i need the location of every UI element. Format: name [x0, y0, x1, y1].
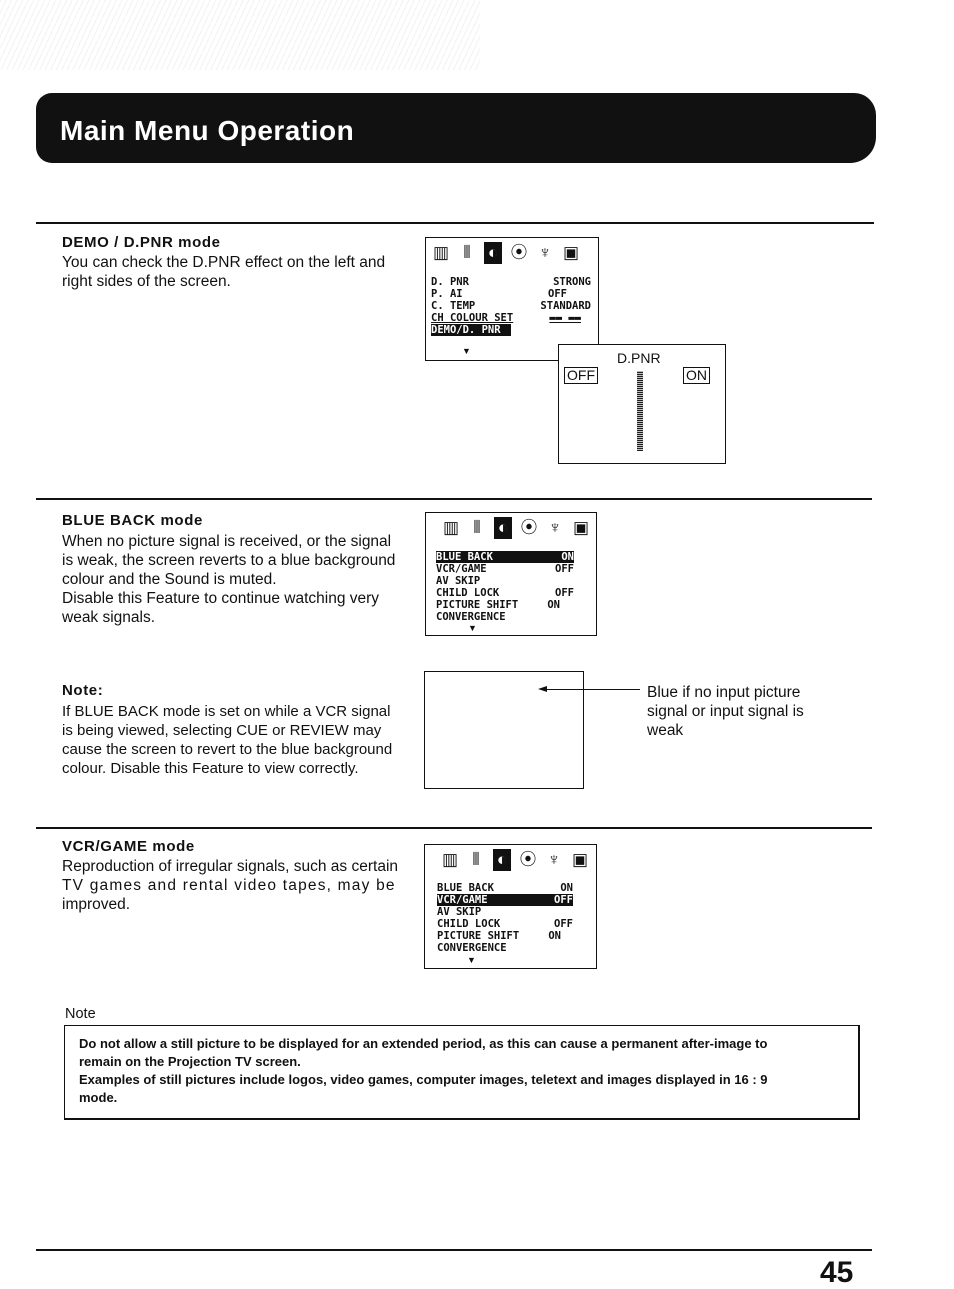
osd-rows — [437, 882, 573, 954]
osd-row: PICTURE SHIFT ON — [436, 599, 560, 611]
picture-icon: ▥ — [442, 518, 460, 537]
timer-icon: ⦿ — [519, 850, 537, 869]
screen-icon: ▣ — [571, 850, 589, 869]
note-heading: Note: — [62, 682, 104, 699]
osd-row-selected: BLUE BACK ON — [436, 551, 574, 563]
setup-icon: ◐ — [493, 849, 511, 871]
demo-heading: DEMO / D.PNR mode — [62, 234, 221, 251]
antenna-icon: ♆ — [548, 518, 562, 537]
osd-row: CONVERGENCE — [437, 942, 507, 954]
antenna-icon: ♆ — [547, 850, 561, 869]
osd-row: CHILD LOCK OFF — [437, 918, 573, 930]
warning-box — [64, 1025, 860, 1120]
sound-icon: ⦀ — [473, 518, 481, 537]
setup-icon: ◐ — [494, 517, 512, 539]
text-line: signal or input signal is — [647, 703, 804, 720]
osd-row: CONVERGENCE — [436, 611, 506, 623]
osd-row: CHILD LOCK OFF — [436, 587, 574, 599]
scroll-down-icon: ▼ — [467, 955, 476, 965]
scan-texture — [0, 0, 480, 70]
scroll-down-icon: ▼ — [468, 623, 477, 633]
osd-menu-blueback — [425, 512, 597, 636]
osd-row-selected: DEMO/D. PNR — [431, 324, 511, 336]
blueback-heading: BLUE BACK mode — [62, 512, 203, 529]
section-divider — [36, 827, 872, 829]
osd-row: CH COLOUR SET ▬▬ ▬▬ — [431, 312, 581, 324]
text-line: is weak, the screen reverts to a blue background — [62, 552, 396, 569]
text-line: improved. — [62, 896, 131, 913]
timer-icon: ⦿ — [510, 243, 528, 262]
footer-rule — [36, 1249, 872, 1251]
osd-row: BLUE BACK ON — [437, 882, 573, 894]
text-line: colour and the Sound is muted. — [62, 571, 277, 588]
bottom-note-label: Note — [65, 1006, 96, 1022]
dpnr-split-screen — [558, 344, 726, 464]
title-banner — [36, 93, 876, 163]
warning-text — [79, 1035, 849, 1107]
picture-icon: ▥ — [441, 850, 459, 869]
osd-icon-row — [442, 517, 590, 539]
text-line: remain on the Projection TV screen. — [79, 1054, 301, 1069]
osd-icon-row — [432, 242, 580, 264]
timer-icon: ⦿ — [520, 518, 538, 537]
screen-icon: ▣ — [562, 243, 580, 262]
text-line: Blue if no input picture — [647, 684, 801, 701]
osd-rows — [431, 276, 591, 336]
osd-icon-row — [441, 849, 589, 871]
text-line: is being viewed, selecting CUE or REVIEW may — [62, 722, 382, 739]
screen-icon: ▣ — [572, 518, 590, 537]
text-line: If BLUE BACK mode is set on while a VCR signal — [62, 703, 391, 720]
callout-text — [647, 683, 804, 740]
sound-icon: ⦀ — [472, 850, 480, 869]
demo-description — [62, 253, 385, 291]
osd-menu-vcrgame — [424, 844, 597, 969]
blueback-description — [62, 532, 395, 627]
text-line: Examples of still pictures include logos, video games, computer images, teletext and images displayed in 16 : 9 — [79, 1072, 768, 1087]
text-line: right sides of the screen. — [62, 273, 231, 290]
text-line: cause the screen to revert to the blue background — [62, 741, 393, 758]
note-description — [62, 702, 392, 778]
vcrgame-description — [62, 857, 398, 914]
osd-row: D. PNR STRONG — [431, 276, 591, 288]
text-line: When no picture signal is received, or the signal — [62, 533, 392, 550]
sound-icon: ⦀ — [463, 243, 471, 262]
antenna-icon: ♆ — [538, 243, 552, 262]
text-line: mode. — [79, 1090, 118, 1105]
page-title: Main Menu Operation — [60, 115, 355, 146]
callout-line — [546, 689, 640, 690]
dpnr-title: D.PNR — [617, 350, 661, 366]
callout-arrowhead-icon — [538, 686, 547, 692]
text-line: Disable this Feature to continue watching very — [62, 590, 380, 607]
text-line: weak — [647, 722, 684, 739]
section-divider — [36, 222, 874, 224]
osd-row: PICTURE SHIFT ON — [437, 930, 561, 942]
osd-rows — [436, 551, 574, 623]
setup-icon: ◐ — [484, 242, 502, 264]
text-line: colour. Disable this Feature to view correctly. — [62, 760, 359, 777]
text-line: weak signals. — [62, 609, 156, 626]
split-divider — [637, 371, 643, 451]
dpnr-off-label: OFF — [564, 367, 598, 384]
osd-row: P. AI OFF — [431, 288, 567, 300]
text-line: Do not allow a still picture to be displayed for an extended period, as this can cause a permanent after-image to — [79, 1036, 768, 1051]
osd-menu-demo — [425, 237, 599, 361]
text-line: Reproduction of irregular signals, such as certain — [62, 858, 399, 875]
text-line: TV games and rental video tapes, may be — [62, 877, 396, 894]
osd-row: C. TEMP STANDARD — [431, 300, 591, 312]
osd-row-selected: VCR/GAME OFF — [437, 894, 573, 906]
osd-row: AV SKIP — [437, 906, 482, 918]
scroll-down-icon: ▼ — [462, 346, 471, 356]
osd-row: AV SKIP — [436, 575, 481, 587]
dpnr-on-label: ON — [683, 367, 710, 384]
page-number: 45 — [820, 1256, 854, 1289]
osd-row: VCR/GAME OFF — [436, 563, 574, 575]
picture-icon: ▥ — [432, 243, 450, 262]
text-line: You can check the D.PNR effect on the left and — [62, 254, 386, 271]
vcrgame-heading: VCR/GAME mode — [62, 838, 195, 855]
section-divider — [36, 498, 872, 500]
